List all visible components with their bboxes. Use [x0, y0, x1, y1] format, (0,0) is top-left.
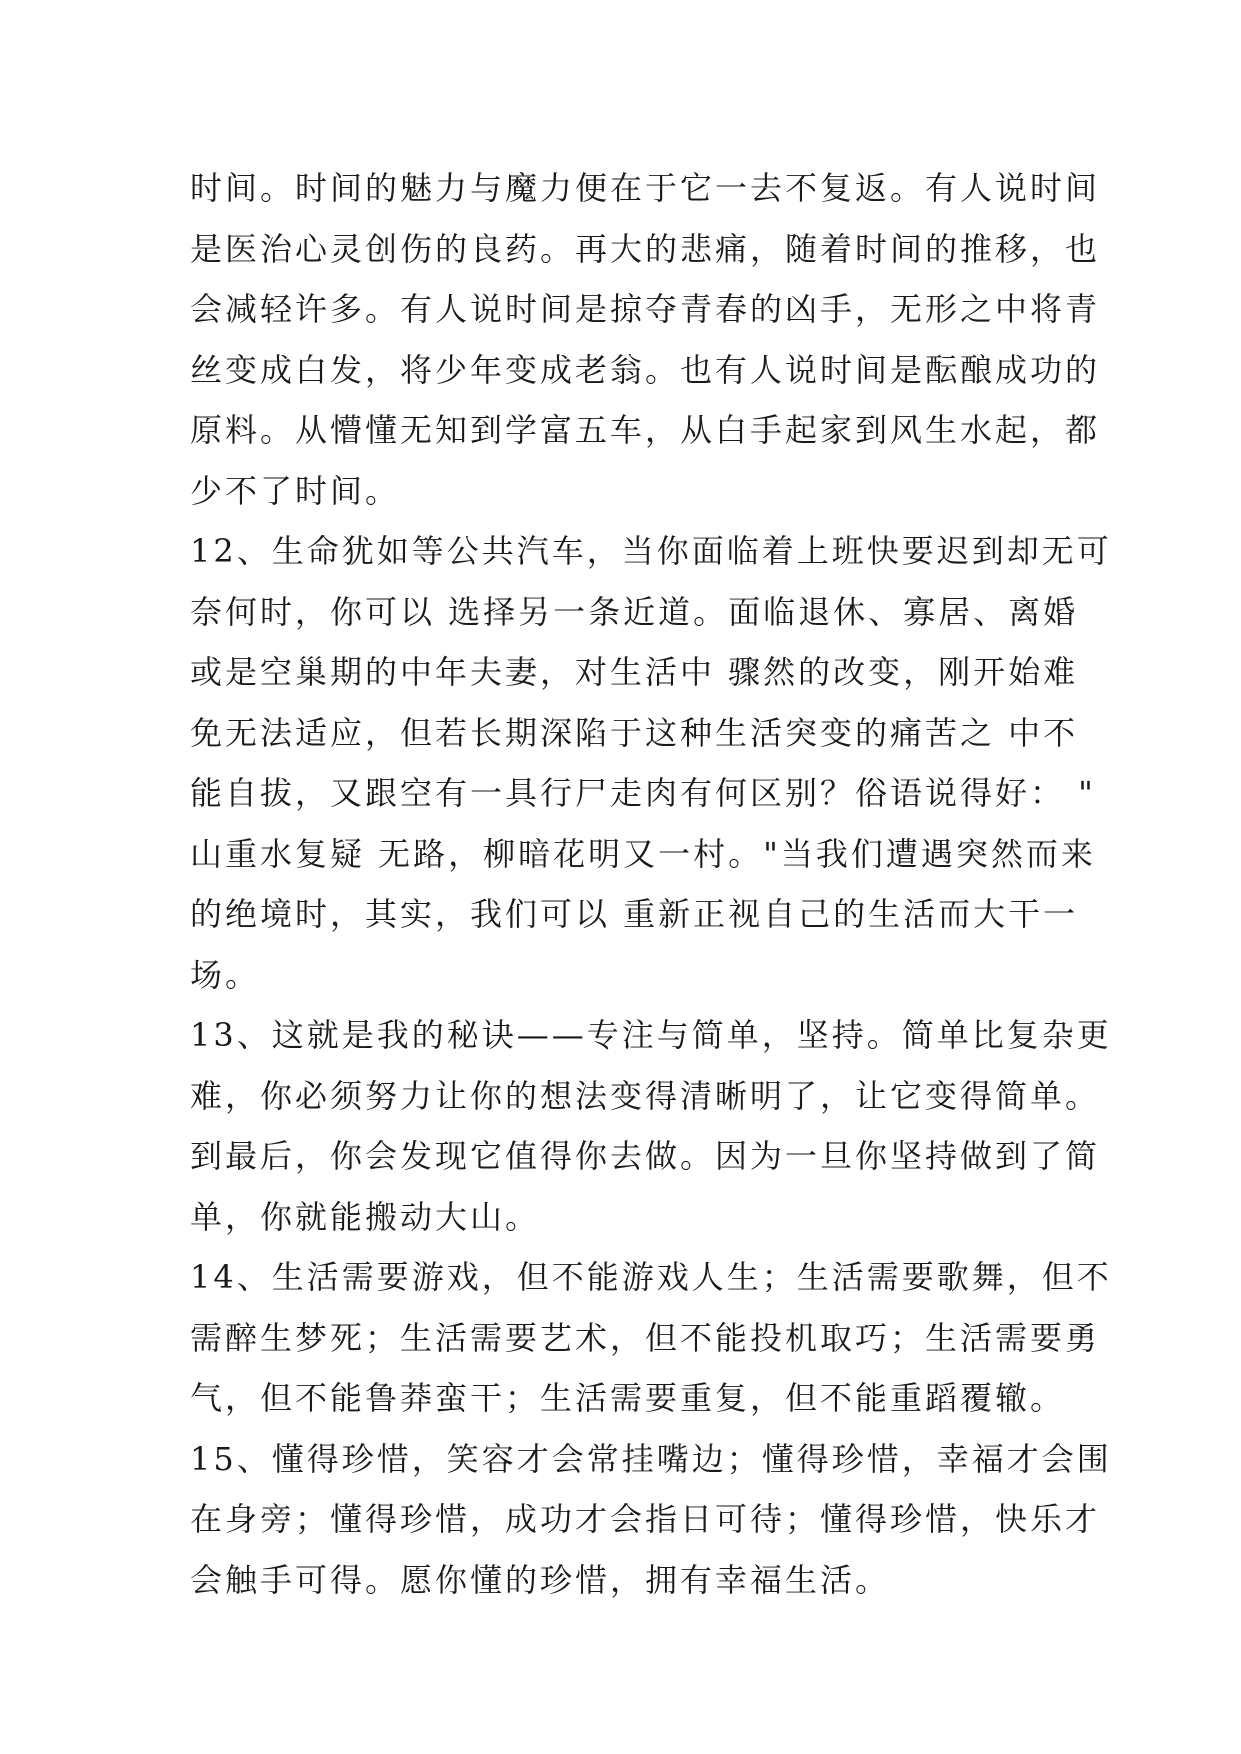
- text-line: 是医治心灵创伤的良药。再大的悲痛，随着时间的推移，也: [190, 229, 1101, 268]
- text-line: 到最后，你会发现它值得你去做。因为一旦你坚持做到了简: [190, 1137, 1101, 1175]
- text-line: 12、生命犹如等公共汽车，当你面临着上班快要迟到却无可: [190, 532, 1112, 570]
- text-line: 难，你必须努力让你的想法变得清晰明了，让它变得简单。: [190, 1076, 1101, 1115]
- text-line: 山重水复疑 无路，柳暗花明又一村。"当我们遭遇突然而来: [190, 834, 1096, 873]
- text-line: 场。: [190, 955, 261, 994]
- text-line: 14、生活需要游戏，但不能游戏人生；生活需要歌舞，但不: [190, 1258, 1112, 1296]
- text-line: 或是空巢期的中年夫妻，对生活中 骤然的改变，刚开始难: [190, 653, 1079, 691]
- text-line: 的绝境时，其实，我们可以 重新正视自己的生活而大干一: [190, 895, 1079, 933]
- text-line: 奈何时，你可以 选择另一条近道。面临退休、寡居、离婚: [190, 592, 1079, 631]
- document-body: [190, 158, 1112, 1610]
- text-line: 免无法适应，但若长期深陷于这种生活突变的痛苦之 中不: [190, 713, 1079, 752]
- text-line: 会触手可得。愿你懂的珍惜，拥有幸福生活。: [190, 1560, 891, 1599]
- text-line: 会减轻许多。有人说时间是掠夺青春的凶手，无形之中将青: [190, 290, 1101, 328]
- text-line: 能自拔，又跟空有一具行尸走肉有何区别？俗语说得好： ": [190, 774, 1096, 812]
- text-line: 时间。时间的魅力与魔力便在于它一去不复返。有人说时间: [190, 169, 1101, 207]
- text-line: 气，但不能鲁莽蛮干；生活需要重复，但不能重蹈覆辙。: [190, 1379, 1066, 1417]
- text-line: 少不了时间。: [190, 471, 401, 510]
- text-line: 需醉生梦死；生活需要艺术，但不能投机取巧；生活需要勇: [190, 1318, 1101, 1357]
- text-line: 15、懂得珍惜，笑容才会常挂嘴边；懂得珍惜，幸福才会围: [190, 1439, 1112, 1478]
- text-line: 丝变成白发，将少年变成老翁。也有人说时间是酝酿成功的: [190, 350, 1101, 389]
- text-line: 单，你就能搬动大山。: [190, 1197, 541, 1236]
- text-line: 在身旁；懂得珍惜，成功才会指日可待；懂得珍惜，快乐才: [190, 1500, 1101, 1538]
- text-line: 原料。从懵懂无知到学富五车，从白手起家到风生水起，都: [190, 411, 1101, 449]
- text-line: 13、这就是我的秘诀——专注与简单，坚持。简单比复杂更: [190, 1016, 1112, 1054]
